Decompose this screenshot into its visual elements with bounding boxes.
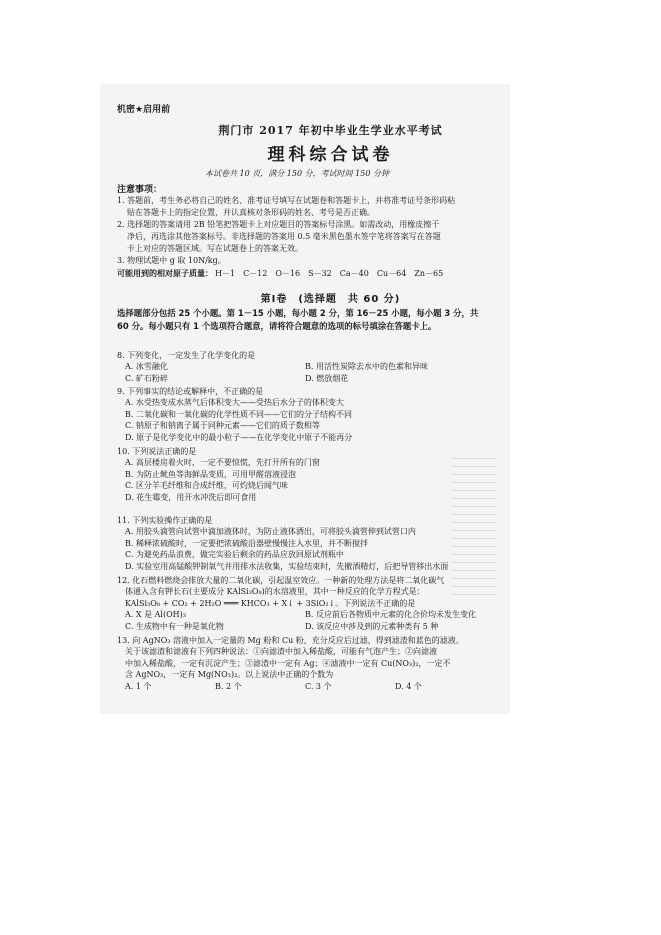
question-stem-line-1: 13. 向 AgNO₃ 溶液中加入一定量的 Mg 粉和 Cu 粉，充分反应后过滤，得到滤渣和蓝色的滤液。 <box>117 636 464 645</box>
question-12 <box>117 575 489 632</box>
question-13 <box>117 635 489 692</box>
option-d: D. 4 个 <box>395 681 422 691</box>
option-d: D. 该反应中涉及到的元素种类有 5 种 <box>305 621 439 631</box>
question-stem-line-2: 关于该滤渣和滤液有下列四种说法：①向滤渣中加入稀盐酸，可能有气泡产生；②向滤液 <box>125 647 437 657</box>
option-b: B. 用活性炭除去水中的色素和异味 <box>305 362 428 372</box>
option-c: C. 生成物中有一种是氧化物 <box>125 621 224 631</box>
note-1-cont: 贴在答题卡上的指定位置，并认真核对条形码的姓名、考号是否正确。 <box>127 208 375 217</box>
option-b: B. 为防止鱿鱼等海鲜品变质，可用甲醛溶液浸泡 <box>125 469 296 479</box>
option-c: C. 矿石粉碎 <box>125 373 168 383</box>
part-1-desc-line-1: 选择题部分包括 25 个小题。第 1－15 小题，每小题 2 分，第 16－25 小题，每小题 3 分，共 <box>117 308 479 318</box>
option-a: A. 1 个 <box>125 681 152 691</box>
question-stem: 8. 下列变化，一定发生了化学变化的是 <box>117 351 256 360</box>
option-c: C. 区分羊毛纤维和合成纤维，可灼烧后闻气味 <box>125 481 288 491</box>
question-stem-line-2: 体通入含有钾长石(主要成分 KAlSi₃O₈)的水溶液里，其中一种反应的化学方程式是： <box>125 587 425 597</box>
option-a: A. 水受热变成水蒸气后体积变大——受热后水分子的体积变大 <box>125 398 344 408</box>
option-d: D. 燃放烟花 <box>305 373 349 383</box>
part-1-desc-line-2: 60 分。每小题只有 1 个选项符合题意，请将符合题意的选项的标号填涂在答题卡上。 <box>117 321 437 331</box>
question-stem-line-4: 含 AgNO₃，一定有 Mg(NO₃)₂。以上说法中正确的个数为 <box>125 670 334 680</box>
option-d: D. 实验室用高锰酸钾制氧气并用排水法收集，实验结束时，先撤酒精灯，后把导管移出水面 <box>125 561 449 571</box>
atomic-masses-values: H－1 C－12 O－16 S－32 Ca－40 Cu－64 Zn－65 <box>215 269 444 278</box>
atomic-masses <box>117 268 443 279</box>
note-2-cont: 净后，再选涂其他答案标号。非选择题的答案用 0.5 毫米黑色墨水签字笔将答案写在答题 <box>127 232 441 241</box>
paper-title: 理科综合试卷 <box>267 145 394 165</box>
note-2: 2. 选择题的答案请用 2B 铅笔把答题卡上对应题目的答案标号涂黑。如需改动，用橡皮擦干 <box>117 220 440 229</box>
question-11 <box>117 515 489 572</box>
option-c: C. 3 个 <box>305 681 332 691</box>
option-a: A. 冰雪融化 <box>125 362 168 372</box>
notes-heading: 注意事项： <box>117 185 163 195</box>
chemical-equation: KAlSi₃O₈ + CO₂ + 2H₂O ═══ KHCO₃ + X↓ + 3SiO₂↓。下列说法不正确的是 <box>125 598 416 608</box>
question-stem-line-3: 中加入稀盐酸，一定有沉淀产生；③滤渣中一定有 Ag；④滤液中一定有 Cu(NO₃)₂，一定不 <box>125 658 451 668</box>
option-c: C. 为避免药品浪费，做完实验后剩余的药品应放回原试剂瓶中 <box>125 550 344 560</box>
part-1-title: 第Ⅰ卷 (选择题 共 60 分) <box>260 294 401 305</box>
question-stem: 9. 下列事实的结论或解释中，不正确的是 <box>117 387 264 396</box>
option-a: A. 用胶头滴管向试管中滴加液体时，为防止液体洒出，可将胶头滴管伸到试管口内 <box>125 527 416 537</box>
option-a: A. X 是 Al(OH)₃ <box>125 610 186 620</box>
option-b: B. 2 个 <box>215 681 242 691</box>
note-3: 3. 物理试题中 g 取 10N/kg。 <box>117 256 226 265</box>
exam-title: 荆门市 2017 年初中毕业生学业水平考试 <box>218 124 443 137</box>
option-a: A. 高层楼房着火时，一定不要惊慌，先打开所有的门窗 <box>125 458 320 468</box>
question-stem-line-1: 12. 化石燃料燃烧会排放大量的二氧化碳，引起温室效应。一种新的处理方法是将二氧化碳气 <box>117 576 445 585</box>
confidential-label: 机密★启用前 <box>117 105 171 115</box>
exam-info: 本试卷共 10 页，满分 150 分，考试时间 150 分钟 <box>205 169 389 178</box>
note-2-cont2: 卡上对应的答题区域。写在试题卷上的答案无效。 <box>127 244 303 253</box>
part-1-instructions <box>117 307 497 333</box>
notes-list <box>117 195 497 267</box>
option-d: D. 原子是化学变化中的最小粒子——在化学变化中原子不能再分 <box>125 432 353 442</box>
question-10 <box>117 446 489 503</box>
option-b: B. 二氧化碳和一氧化碳的化学性质不同——它们的分子结构不同 <box>125 409 352 419</box>
question-stem: 11. 下列实验操作正确的是 <box>117 516 213 525</box>
note-1: 1. 答题前，考生务必将自己的姓名、准考证号填写在试题卷和答题卡上，并将准考证号条形码粘 <box>117 196 456 205</box>
option-b: B. 稀释浓硫酸时，一定要把浓硫酸沿器壁慢慢注入水里，并不断搅拌 <box>125 538 368 548</box>
question-stem: 10. 下列说法正确的是 <box>117 447 197 456</box>
option-b: B. 反应前后各物质中元素的化合价均未发生变化 <box>305 610 476 620</box>
option-c: C. 钠原子和钠离子属于同种元素——它们的质子数相等 <box>125 421 320 431</box>
question-9 <box>117 386 489 443</box>
atomic-masses-label: 可能用到的相对原子质量： <box>117 269 213 278</box>
question-8 <box>117 350 489 384</box>
option-d: D. 花生霉变，用开水冲洗后即可食用 <box>125 492 257 502</box>
